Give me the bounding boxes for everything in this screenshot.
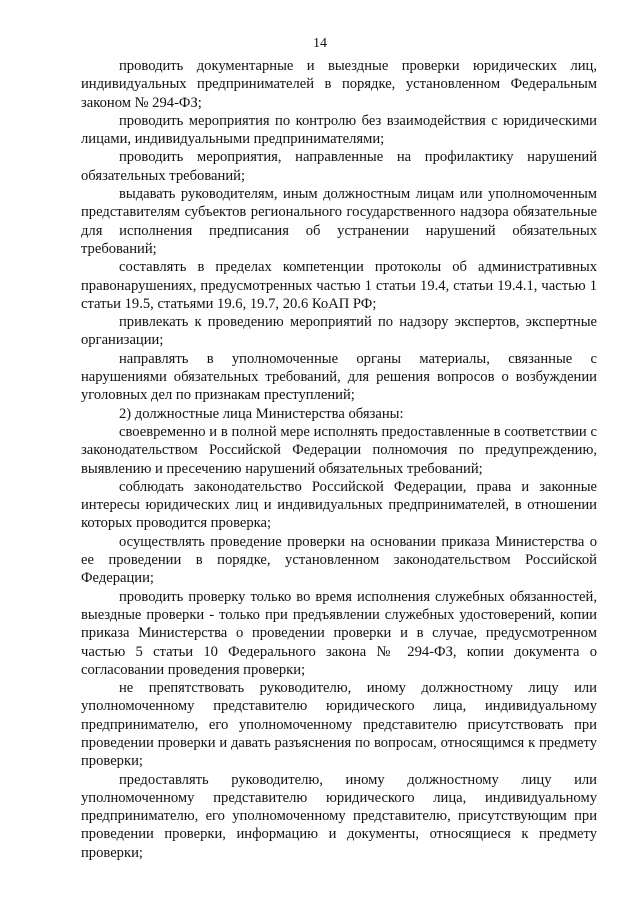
- paragraph: соблюдать законодательство Российской Федерации, права и законные интересы юридических лиц и индивидуальных предпринимателей, в отношении которых проводится проверка;: [81, 478, 597, 532]
- paragraph: составлять в пределах компетенции протоколы об административных правонарушениях, предусмотренных частью 1 статьи 19.4, статьи 19.4.1, частью 1 статьи 19.5, статьями 19.6, 19.7, 20.6 КоАП РФ;: [81, 259, 597, 312]
- paragraph: осуществлять проведение проверки на основании приказа Министерства о ее проведении в порядке, установленном законодательством Российской Федерации;: [81, 533, 597, 587]
- paragraph: проводить проверку только во время исполнения служебных обязанностей, выездные проверки - только при предъявлении служебных удостоверений, копии приказа Министерства о проведении проверки и в случае, предусмотренном частью 5 статьи 10 Федерального закона № 294-ФЗ, копии документа о согласовании проведения проверки;: [81, 588, 597, 678]
- paragraph: выдавать руководителям, иным должностным лицам или уполномоченным представителям субъектов регионального государственного надзора обязательные для исполнения предписания об устранении нарушений обязательных требований;: [81, 186, 597, 257]
- paragraph: привлекать к проведению мероприятий по надзору экспертов, экспертные организации;: [81, 314, 597, 349]
- paragraph: проводить документарные и выездные проверки юридических лиц, индивидуальных предпринимателей в порядке, установленном Федеральным законом № 294-ФЗ;: [81, 58, 597, 111]
- paragraph: своевременно и в полной мере исполнять предоставленные в соответствии с законодательством Российской Федерации полномочия по предупреждению, выявлению и пресечению нарушений обязательных требований;: [81, 423, 597, 477]
- paragraph: направлять в уполномоченные органы материалы, связанные с нарушениями обязательных требований, для решения вопросов о возбуждении уголовных дел по признакам преступлений;: [81, 350, 597, 404]
- section-heading: 2) должностные лица Министерства обязаны:: [119, 405, 404, 422]
- body-text: [81, 57, 597, 862]
- paragraph: не препятствовать руководителю, иному должностному лицу или уполномоченному представителю юридического лица, индивидуальному предпринимателю, его уполномоченному представителю присутствовать при проведении проверки и давать разъяснения по вопросам, относящимся к предмету проверки;: [81, 680, 597, 770]
- paragraph: проводить мероприятия по контролю без взаимодействия с юридическими лицами, индивидуальными предпринимателями;: [81, 112, 597, 148]
- page-number: 14: [313, 36, 327, 51]
- paragraph: предоставлять руководителю, иному должностному лицу или уполномоченному представителю юридического лица, индивидуальному предпринимателю, его уполномоченному представителю, присутствующим при проведении проверки, информацию и документы, относящиеся к предмету проверки;: [81, 771, 597, 861]
- paragraph: проводить мероприятия, направленные на профилактику нарушений обязательных требований;: [81, 149, 597, 184]
